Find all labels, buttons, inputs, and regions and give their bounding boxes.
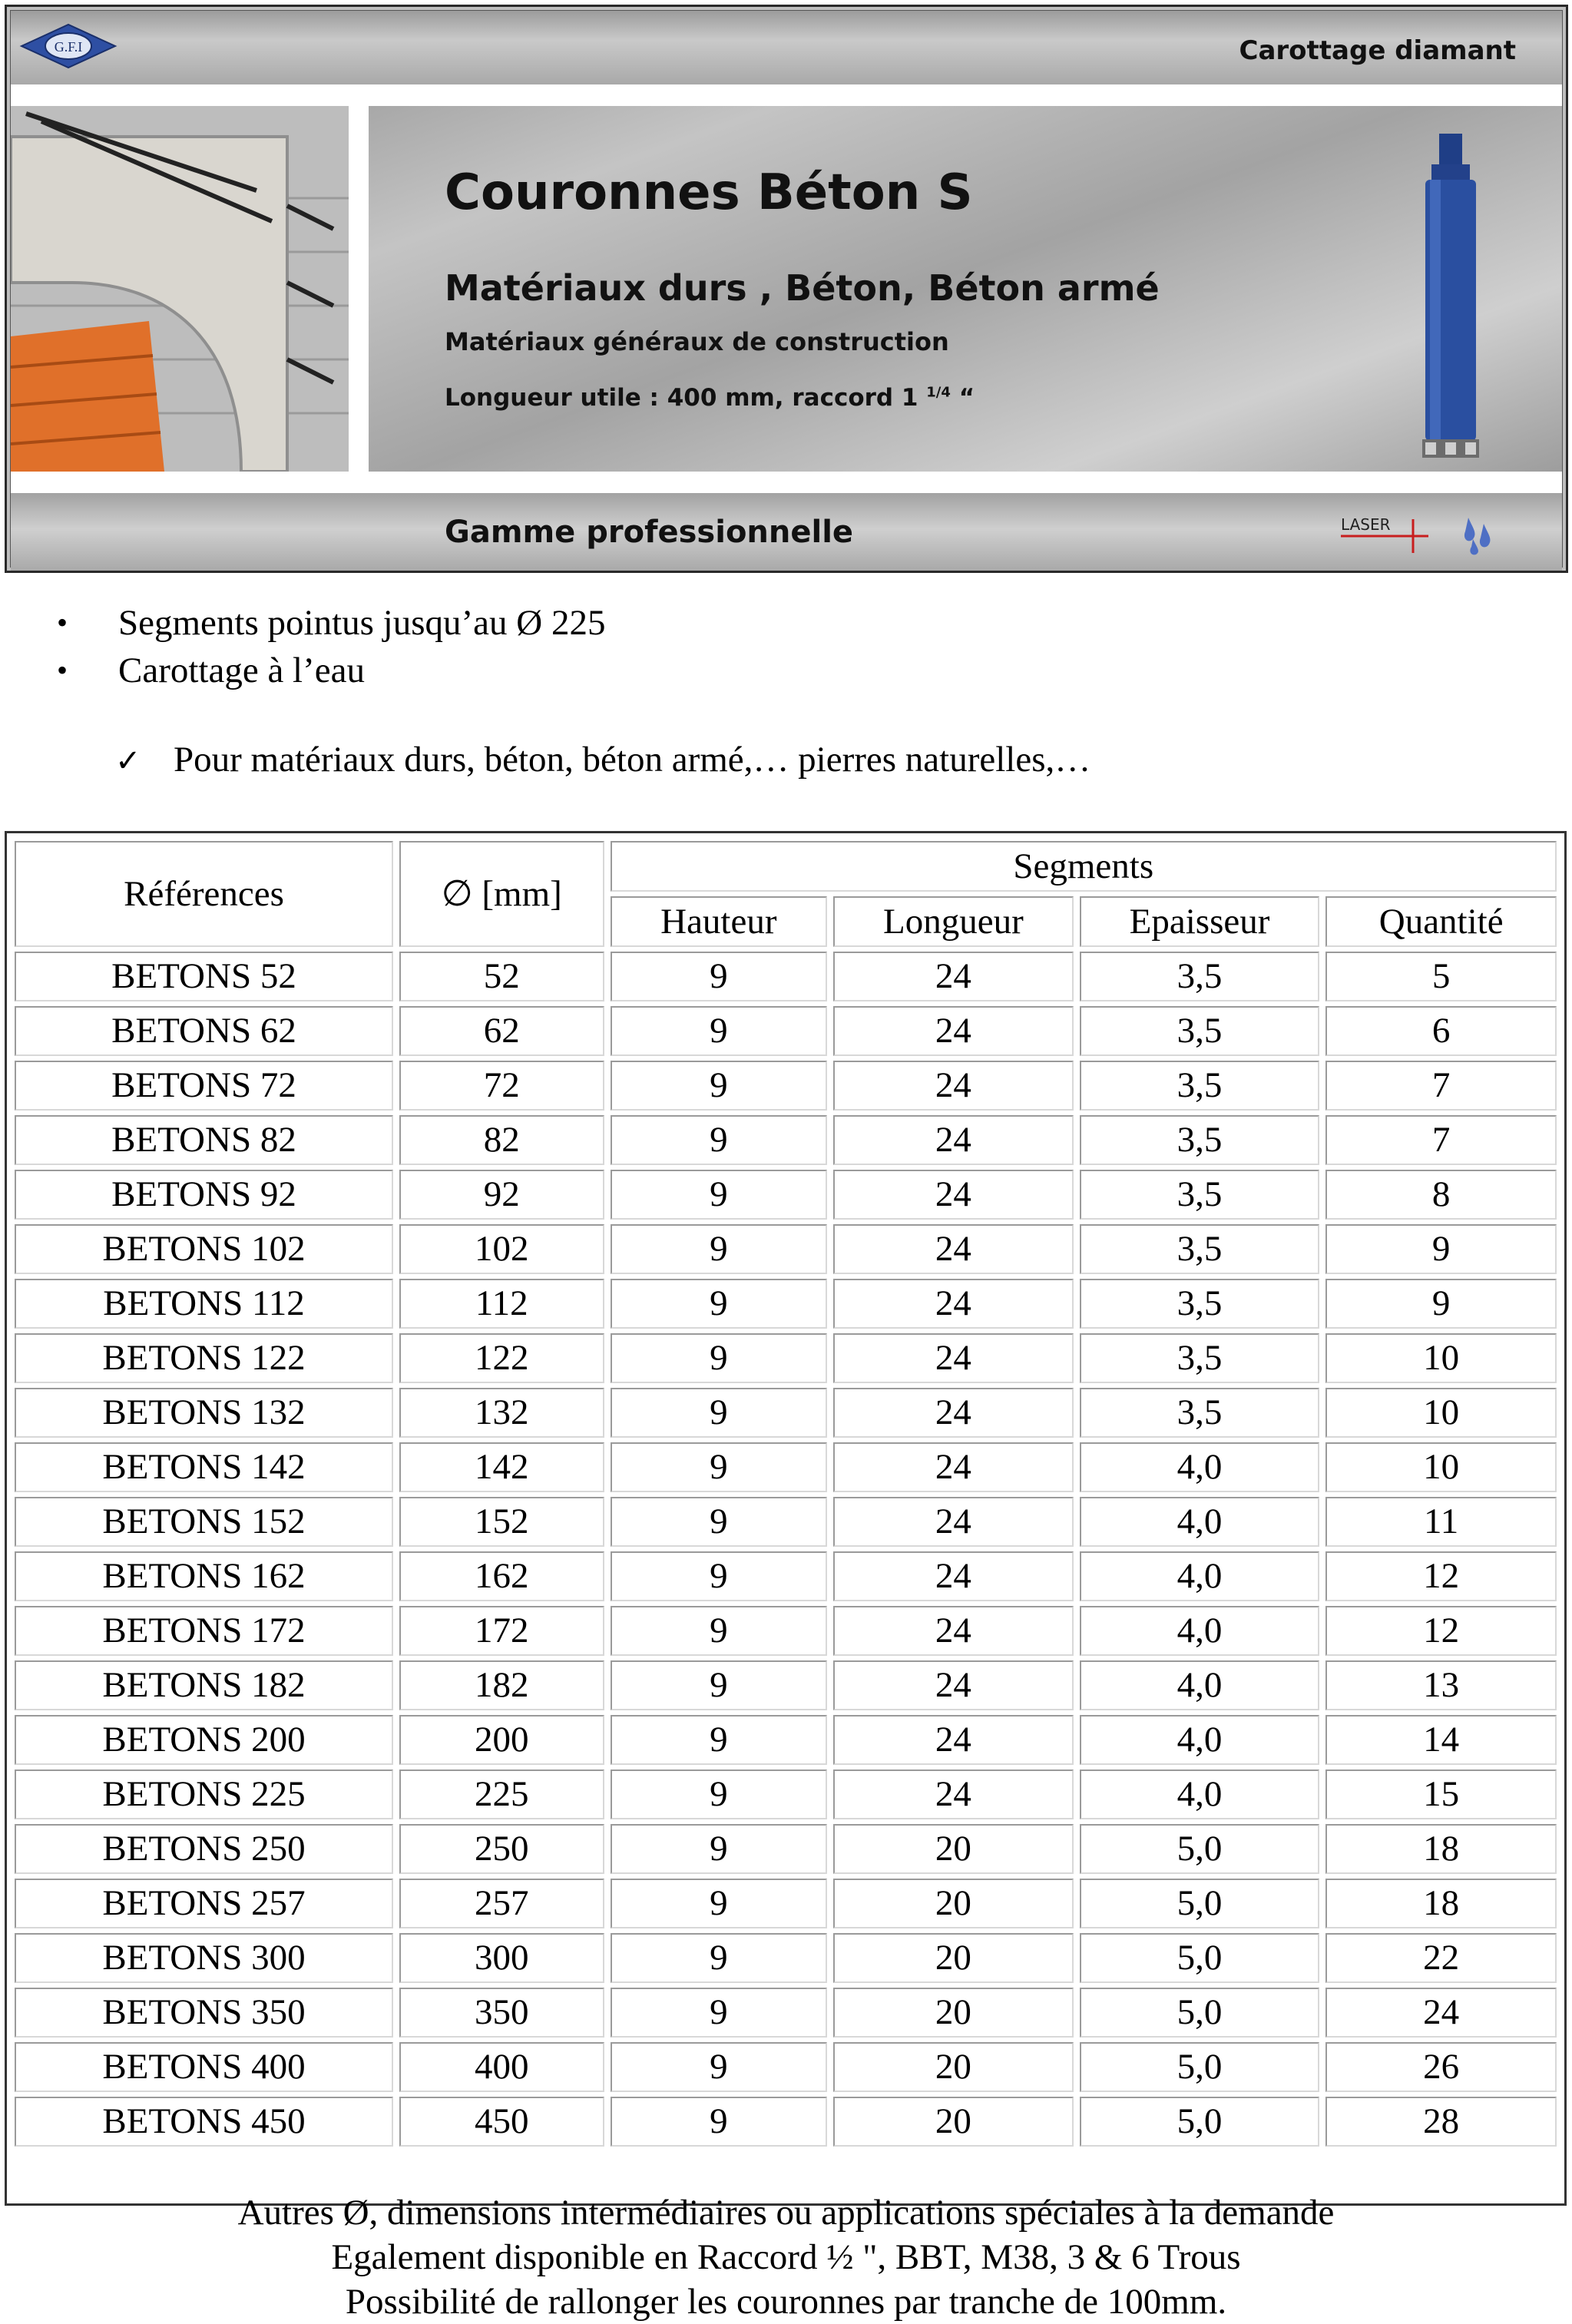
table-row [15,1551,1557,1601]
table-cell: 18 [1325,1824,1557,1874]
feature-list [54,599,605,694]
table-cell: 24 [833,1061,1074,1111]
table-cell: 9 [1325,1279,1557,1329]
table-cell: 102 [399,1224,604,1274]
table-cell: 225 [399,1769,604,1819]
table-cell: BETONS 400 [15,2042,393,2092]
table-cell: 9 [1325,1224,1557,1274]
logo-text: G.F.I [54,39,83,55]
banner-main [11,106,1562,472]
table-cell: 24 [833,1660,1074,1710]
table-row [15,1606,1557,1656]
table-cell: BETONS 350 [15,1988,393,2038]
table-cell: 22 [1325,1933,1557,1983]
table-row [15,1988,1557,2038]
table-cell: 172 [399,1606,604,1656]
banner-frame [10,10,1563,568]
header-banner [5,5,1568,573]
table-cell: 9 [611,1333,828,1383]
table-cell: 3,5 [1080,1061,1320,1111]
laser-text: LASER [1341,515,1391,534]
table-cell: 4,0 [1080,1497,1320,1547]
table-cell: BETONS 172 [15,1606,393,1656]
table-cell: 28 [1325,2097,1557,2147]
table-cell: 5,0 [1080,2097,1320,2147]
table-row [15,1497,1557,1547]
table-cell: 7 [1325,1115,1557,1165]
table-cell: 9 [611,1497,828,1547]
table-cell: 24 [833,1551,1074,1601]
table-cell: 92 [399,1170,604,1220]
footer-note-2: Egalement disponible en Raccord ½ ", BBT, M38, 3 & 6 Trous [331,2237,1241,2277]
table-cell: 10 [1325,1333,1557,1383]
table-cell: BETONS 200 [15,1715,393,1765]
table-cell: 20 [833,1988,1074,2038]
table-cell: 24 [833,1769,1074,1819]
table-cell: 122 [399,1333,604,1383]
table-cell: 24 [833,1715,1074,1765]
table-cell: 300 [399,1933,604,1983]
table-cell: 11 [1325,1497,1557,1547]
divider [11,472,1562,493]
header-quantite: Quantité [1325,896,1557,947]
product-subtitle-2: Matériaux généraux de construction [445,327,949,356]
table-cell: 24 [833,1115,1074,1165]
table-body [15,952,1557,2147]
table-cell: 4,0 [1080,1551,1320,1601]
top-strip [11,11,1562,84]
table-row [15,1879,1557,1928]
table-cell: 4,0 [1080,1606,1320,1656]
header-epaisseur: Epaisseur [1080,896,1320,947]
table-cell: BETONS 142 [15,1442,393,1492]
table-cell: 5,0 [1080,1824,1320,1874]
product-spec [445,384,975,412]
table-cell: 132 [399,1388,604,1438]
table-cell: 200 [399,1715,604,1765]
table-cell: BETONS 92 [15,1170,393,1220]
table-cell: 26 [1325,2042,1557,2092]
category-title: Carottage diamant [1239,35,1516,66]
table-row [15,952,1557,1001]
table-cell: 5,0 [1080,2042,1320,2092]
table-cell: 142 [399,1442,604,1492]
table-cell: 9 [611,1115,828,1165]
table-cell: 18 [1325,1879,1557,1928]
table-cell: 3,5 [1080,1006,1320,1056]
table-cell: 9 [611,2042,828,2092]
table-cell: 450 [399,2097,604,2147]
table-cell: 20 [833,1933,1074,1983]
table-row [15,1933,1557,1983]
table-cell: 62 [399,1006,604,1056]
table-cell: 4,0 [1080,1442,1320,1492]
spec-fraction: 1/4 [926,384,951,401]
table-row [15,1061,1557,1111]
table-row [15,1769,1557,1819]
table-cell: BETONS 112 [15,1279,393,1329]
table-cell: BETONS 132 [15,1388,393,1438]
core-drill-bit-icon [1408,134,1493,464]
header-diameter: ∅ [mm] [399,841,604,947]
table-cell: 10 [1325,1442,1557,1492]
footer-note-3: Possibilité de rallonger les couronnes par tranche de 100mm. [345,2282,1227,2322]
checkmark-icon: ✓ [115,743,141,779]
table-cell: 20 [833,1824,1074,1874]
table-cell: 20 [833,1879,1074,1928]
table-row [15,1824,1557,1874]
feature-item: • Carottage à l’eau [54,647,605,694]
table-cell: BETONS 82 [15,1115,393,1165]
table-row [15,1442,1557,1492]
table-cell: 24 [833,952,1074,1001]
table-cell: 20 [833,2097,1074,2147]
table-cell: BETONS 257 [15,1879,393,1928]
table-cell: BETONS 152 [15,1497,393,1547]
table-row [15,1006,1557,1056]
table-cell: 5,0 [1080,1933,1320,1983]
product-title: Couronnes Béton S [445,164,973,221]
gfi-logo-icon [18,22,118,71]
table-cell: 20 [833,2042,1074,2092]
table-cell: 9 [611,1879,828,1928]
table-cell: 9 [611,1551,828,1601]
table-cell: 350 [399,1988,604,2038]
table-cell: 24 [833,1333,1074,1383]
construction-photo [11,106,369,472]
table-row [15,2042,1557,2092]
table-cell: BETONS 52 [15,952,393,1001]
table-cell: 24 [833,1442,1074,1492]
table-cell: 24 [833,1006,1074,1056]
table-cell: 9 [611,1061,828,1111]
table-cell: 24 [833,1224,1074,1274]
wall-illustration-icon [11,106,349,472]
table-cell: BETONS 162 [15,1551,393,1601]
table-cell: BETONS 122 [15,1333,393,1383]
table-cell: 9 [611,1442,828,1492]
usage-text: Pour matériaux durs, béton, béton armé,… pierres naturelles,… [174,740,1091,780]
header-references: Références [15,841,393,947]
table-row [15,1660,1557,1710]
table-cell: 162 [399,1551,604,1601]
range-label: Gamme professionnelle [445,515,854,550]
table-cell: BETONS 225 [15,1769,393,1819]
table-cell: BETONS 62 [15,1006,393,1056]
table-cell: 24 [833,1279,1074,1329]
bottom-strip [11,493,1562,573]
divider [11,84,1562,106]
table-cell: 5,0 [1080,1879,1320,1928]
spec-prefix: Longueur utile : 400 mm, raccord 1 [445,384,918,412]
table-cell: BETONS 450 [15,2097,393,2147]
table-cell: 13 [1325,1660,1557,1710]
table-row [15,1333,1557,1383]
feature-item: • Segments pointus jusqu’au Ø 225 [54,599,605,647]
table-row [15,1170,1557,1220]
table-cell: 14 [1325,1715,1557,1765]
table-cell: 3,5 [1080,1170,1320,1220]
table-cell: 250 [399,1824,604,1874]
table-row [15,2097,1557,2147]
table-cell: 9 [611,1933,828,1983]
table-cell: 3,5 [1080,1333,1320,1383]
table-cell: 9 [611,1006,828,1056]
table-row [15,1388,1557,1438]
table-cell: 4,0 [1080,1769,1320,1819]
table-cell: 5 [1325,952,1557,1001]
usage-note [115,736,1090,785]
table-cell: 9 [611,2097,828,2147]
table-cell: 10 [1325,1388,1557,1438]
table-cell: 9 [611,1388,828,1438]
table-cell: BETONS 250 [15,1824,393,1874]
water-drops-icon [1458,513,1501,556]
table-cell: 24 [833,1170,1074,1220]
table-row [15,1224,1557,1274]
table-cell: BETONS 72 [15,1061,393,1111]
table-cell: 9 [611,1279,828,1329]
table-cell: 82 [399,1115,604,1165]
table-cell: 3,5 [1080,1224,1320,1274]
header-hauteur: Hauteur [611,896,828,947]
table-cell: 9 [611,1988,828,2038]
table-cell: 72 [399,1061,604,1111]
table-cell: 9 [611,1606,828,1656]
table-cell: 3,5 [1080,1388,1320,1438]
table-cell: 12 [1325,1606,1557,1656]
table-cell: 24 [1325,1988,1557,2038]
table-cell: 7 [1325,1061,1557,1111]
table-cell: 8 [1325,1170,1557,1220]
table-cell: 24 [833,1606,1074,1656]
header-segments: Segments [611,841,1557,892]
table-cell: 52 [399,952,604,1001]
table-cell: 9 [611,1824,828,1874]
table-cell: 112 [399,1279,604,1329]
table-cell: 9 [611,952,828,1001]
spec-suffix: “ [950,384,975,412]
table-row [15,1279,1557,1329]
table-cell: 4,0 [1080,1660,1320,1710]
table-cell: BETONS 182 [15,1660,393,1710]
table-cell: 12 [1325,1551,1557,1601]
header-longueur: Longueur [833,896,1074,947]
table-cell: 5,0 [1080,1988,1320,2038]
table-cell: 3,5 [1080,952,1320,1001]
table-cell: BETONS 300 [15,1933,393,1983]
table-cell: 9 [611,1660,828,1710]
table-cell: 9 [611,1769,828,1819]
table-row [15,1115,1557,1165]
laser-welded-icon [1339,508,1431,555]
table-cell: 9 [611,1170,828,1220]
table-cell: 24 [833,1497,1074,1547]
specs-table [8,836,1563,2151]
table-row [15,1715,1557,1765]
table-cell: 3,5 [1080,1115,1320,1165]
table-cell: 9 [611,1224,828,1274]
table-cell: 15 [1325,1769,1557,1819]
table-cell: 6 [1325,1006,1557,1056]
table-cell: 182 [399,1660,604,1710]
footer-note-1: Autres Ø, dimensions intermédiaires ou applications spéciales à la demande [237,2193,1335,2233]
table-cell: 24 [833,1388,1074,1438]
table-cell: 257 [399,1879,604,1928]
specs-table-frame [5,831,1567,2206]
table-cell: BETONS 102 [15,1224,393,1274]
table-cell: 4,0 [1080,1715,1320,1765]
product-subtitle: Matériaux durs , Béton, Béton armé [445,267,1160,309]
table-cell: 3,5 [1080,1279,1320,1329]
table-cell: 400 [399,2042,604,2092]
table-cell: 152 [399,1497,604,1547]
table-cell: 9 [611,1715,828,1765]
